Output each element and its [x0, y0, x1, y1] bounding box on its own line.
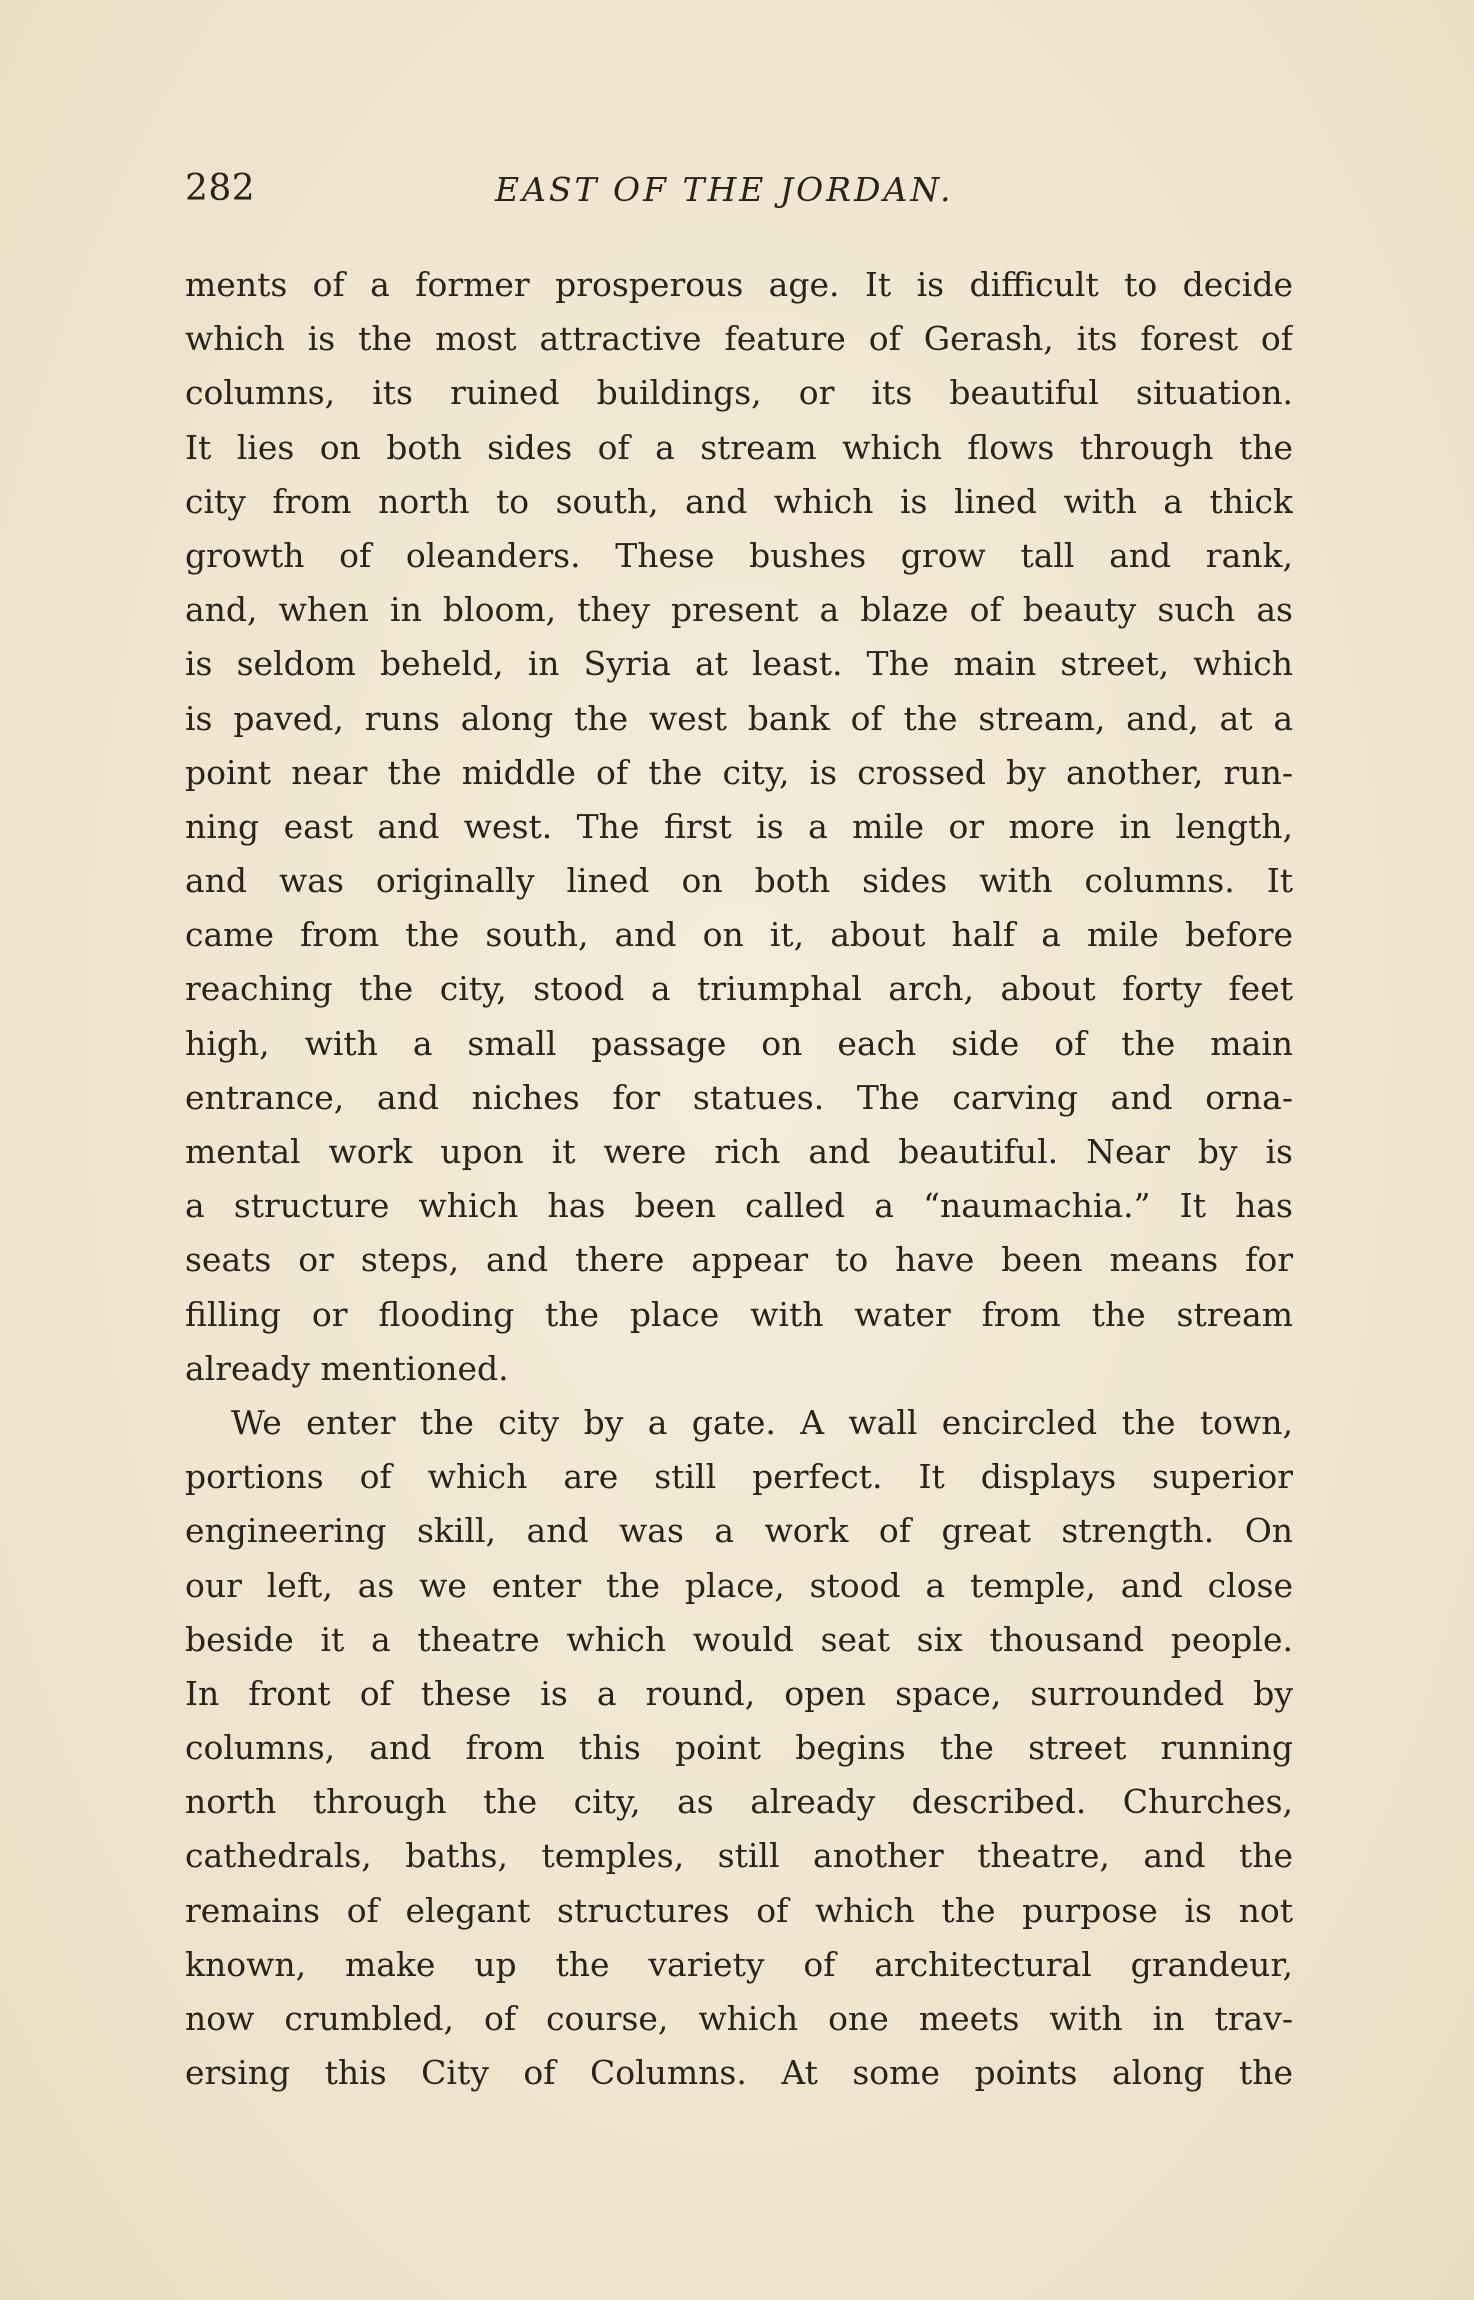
- text-line: beside it a theatre which would seat six thousand people.: [185, 1619, 1293, 1659]
- page-number: 282: [185, 168, 256, 209]
- text-line: known, make up the variety of architectural grandeur,: [185, 1944, 1293, 1984]
- text-line: It lies on both sides of a stream which flows through the: [185, 427, 1293, 467]
- text-line: city from north to south, and which is lined with a thick: [185, 481, 1293, 521]
- text-line: remains of elegant structures of which the purpose is not: [185, 1890, 1293, 1930]
- text-line: and, when in bloom, they present a blaze of beauty such as: [185, 590, 1293, 630]
- text-line: ersing this City of Columns. At some points along the: [185, 2053, 1293, 2093]
- text-line: filling or flooding the place with water from the stream: [185, 1294, 1293, 1334]
- text-line: and was originally lined on both sides with columns. It: [185, 861, 1293, 901]
- text-line: portions of which are still perfect. It displays superior: [185, 1457, 1293, 1497]
- text-line: mental work upon it were rich and beautiful. Near by is: [185, 1132, 1293, 1171]
- text-line: a structure which has been called a “naumachia.” It has: [185, 1186, 1293, 1226]
- text-line: is seldom beheld, in Syria at least. The main street, which: [185, 644, 1293, 684]
- text-line: high, with a small passage on each side of the main: [185, 1023, 1293, 1063]
- text-line: came from the south, and on it, about half a mile before: [185, 915, 1293, 955]
- text-line: cathedrals, baths, temples, still another theatre, and the: [185, 1836, 1293, 1876]
- page-header: [185, 168, 1295, 224]
- text-line: reaching the city, stood a triumphal arch, about forty feet: [185, 969, 1293, 1009]
- text-line: seats or steps, and there appear to have been means for: [185, 1240, 1293, 1280]
- text-line: columns, and from this point begins the street running: [185, 1728, 1293, 1768]
- body-text: [185, 258, 1293, 2100]
- text-line: now crumbled, of course, which one meets with in trav-: [185, 1999, 1293, 2038]
- text-line: entrance, and niches for statues. The carving and orna-: [185, 1077, 1293, 1117]
- text-line: is paved, runs along the west bank of the stream, and, at a: [185, 698, 1293, 738]
- text-line: engineering skill, and was a work of great strength. On: [185, 1511, 1293, 1551]
- text-line: north through the city, as already described. Churches,: [185, 1782, 1293, 1822]
- text-line: ning east and west. The first is a mile or more in length,: [185, 806, 1293, 846]
- text-line: growth of oleanders. These bushes grow tall and rank,: [185, 535, 1293, 575]
- text-line: which is the most attractive feature of Gerash, its forest of: [185, 319, 1293, 359]
- text-line: ments of a former prosperous age. It is difficult to decide: [185, 265, 1293, 304]
- text-line: columns, its ruined buildings, or its beautiful situation.: [185, 373, 1293, 413]
- text-line: In front of these is a round, open space, surrounded by: [185, 1673, 1293, 1713]
- running-title: EAST OF THE JORDAN.: [495, 170, 954, 209]
- text-line: point near the middle of the city, is crossed by another, run-: [185, 752, 1293, 792]
- text-line: our left, as we enter the place, stood a temple, and close: [185, 1565, 1293, 1605]
- paragraph-end-line: already mentioned.: [185, 1348, 509, 1388]
- paragraph-start-line: We enter the city by a gate. A wall encircled the town,: [231, 1402, 1293, 1442]
